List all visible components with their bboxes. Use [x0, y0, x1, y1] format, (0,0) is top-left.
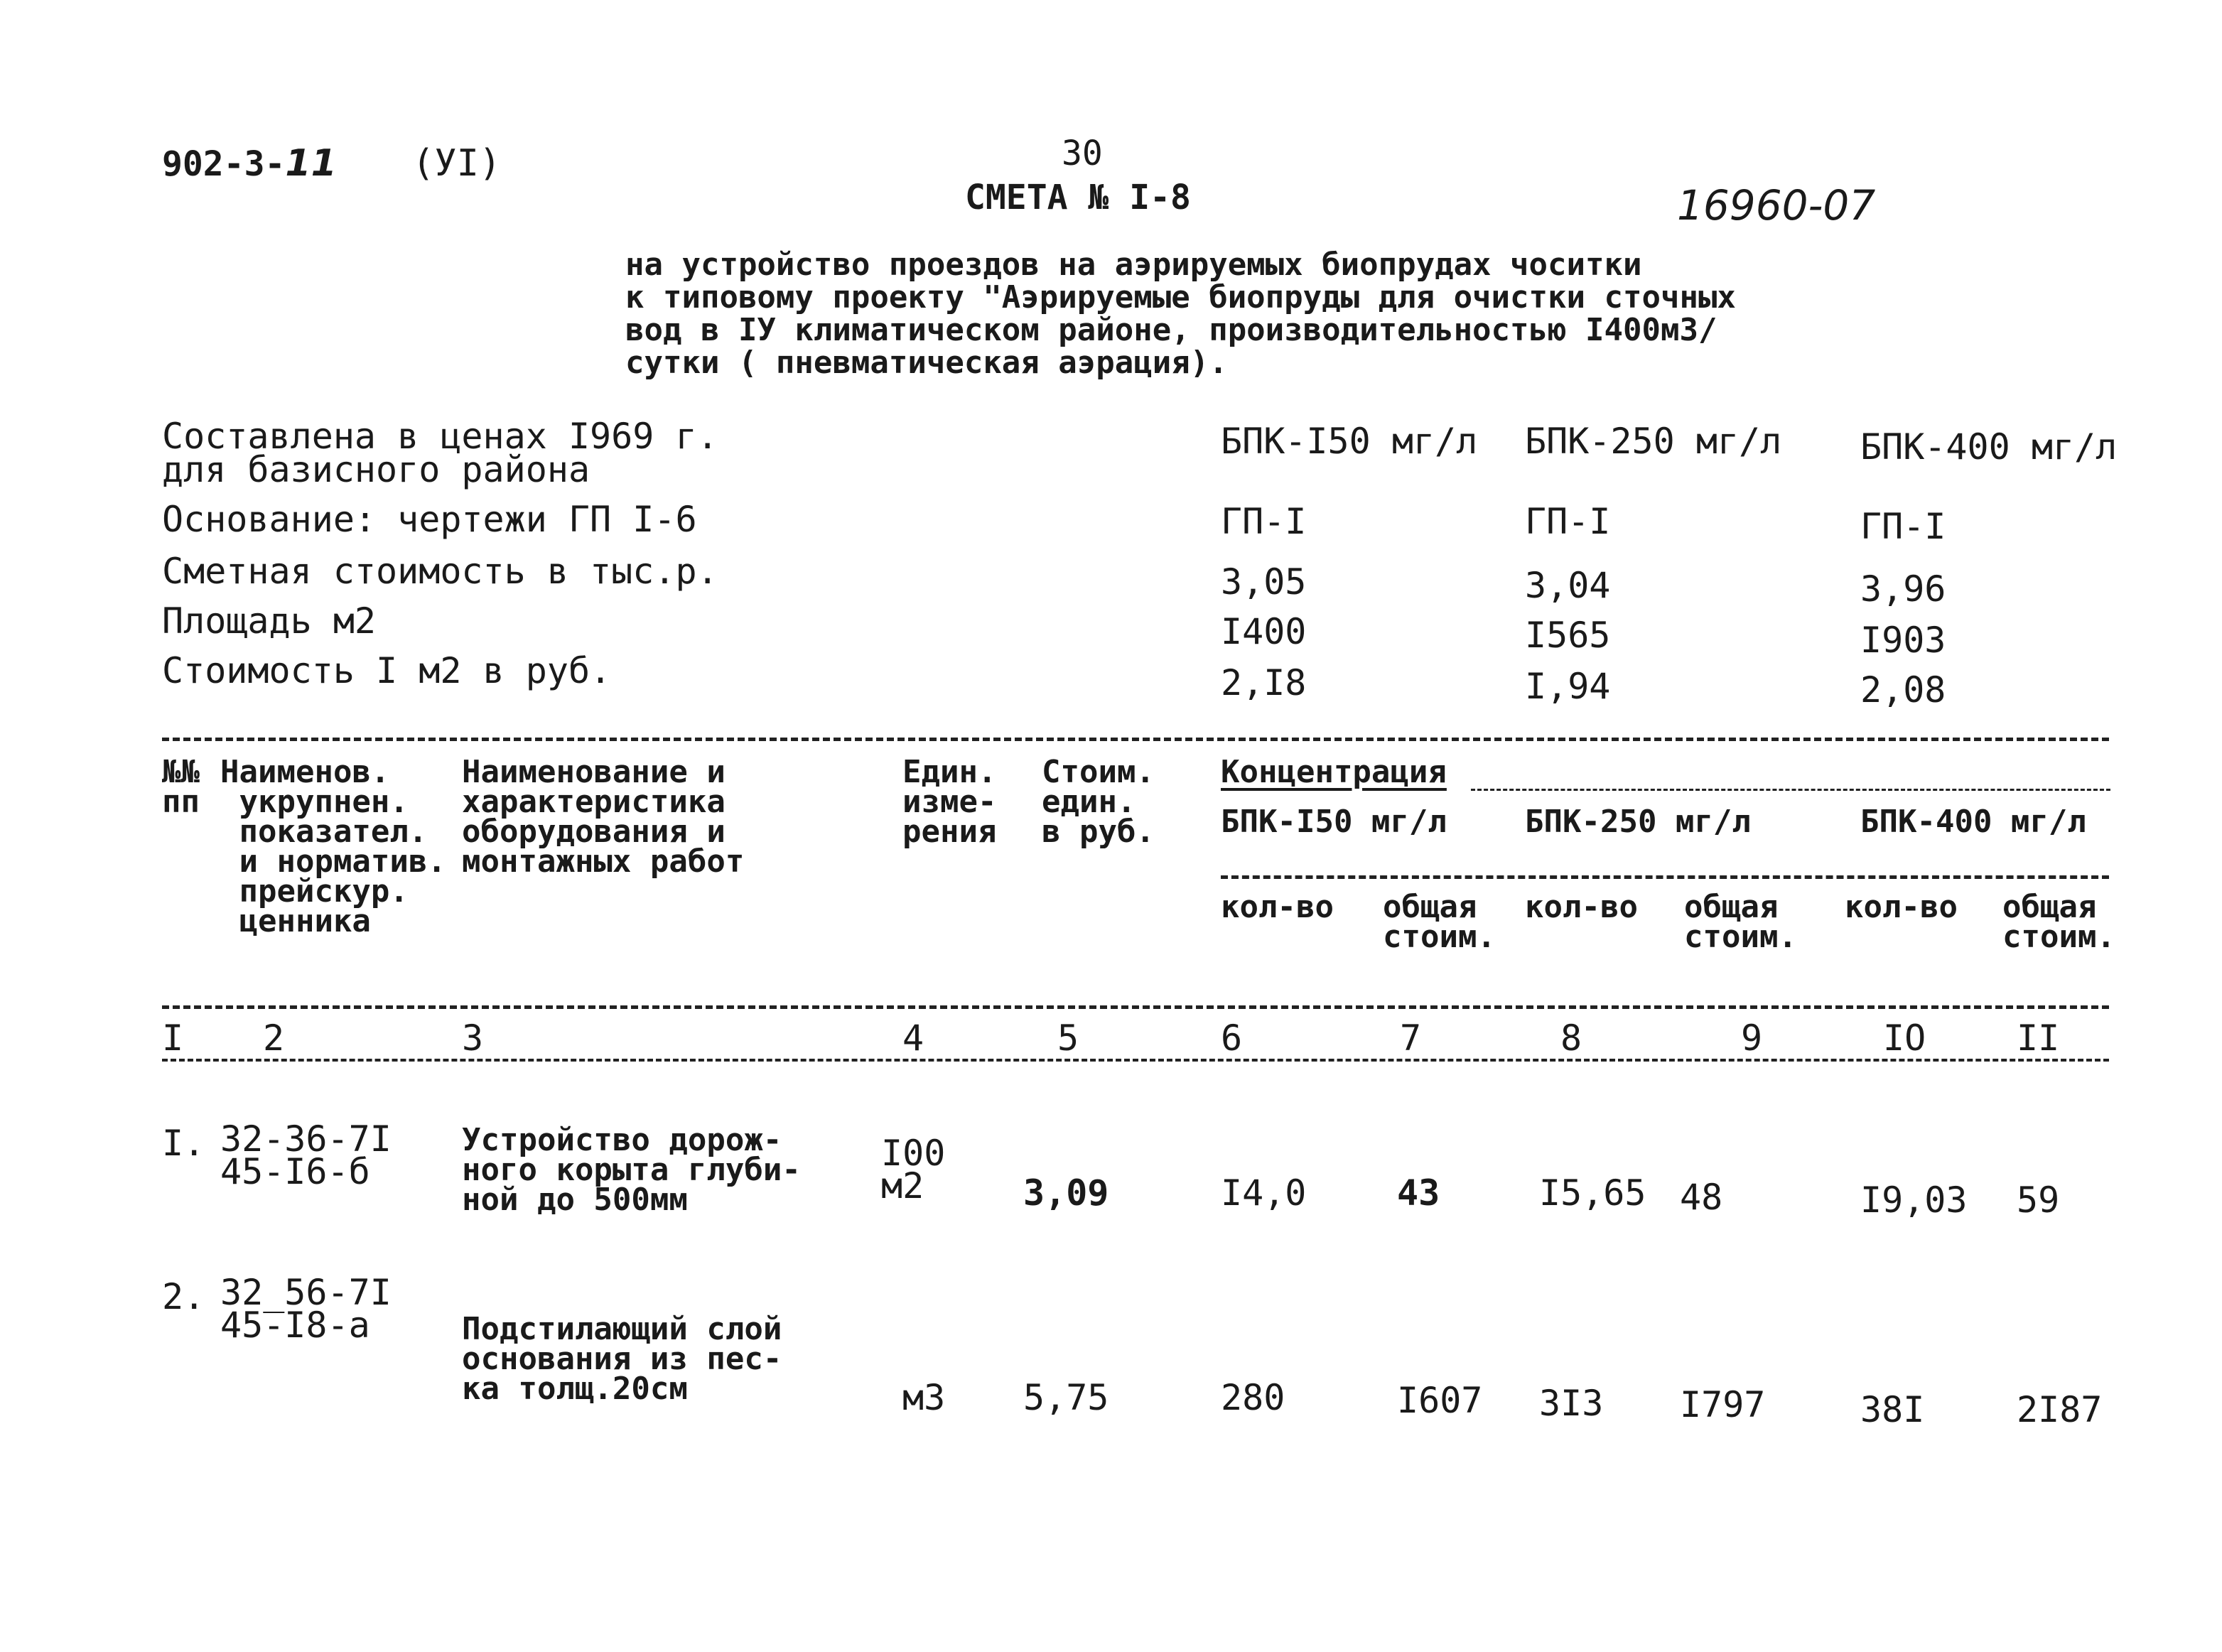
variant-3-unit-cost: 2,08 — [1860, 669, 1946, 711]
row-1-unit: I00 м2 — [881, 1133, 946, 1206]
subtitle-line-3: вод в IУ климатическом районе, производительностью I400м3/ — [625, 312, 1717, 348]
row-1-qty-3: I9,03 — [1860, 1179, 1968, 1221]
document-code: 902-3-11 — [162, 142, 337, 185]
subtitle-line-4: сутки ( пневматическая аэрация). — [625, 345, 1228, 381]
variant-3-cost: 3,96 — [1860, 568, 1946, 610]
header-qty-3: кол-во — [1845, 889, 1958, 925]
column-number-10: IO — [1883, 1017, 1926, 1059]
variant-2-cost: 3,04 — [1525, 565, 1611, 606]
document-code-handwritten: 11 — [285, 142, 337, 185]
row-1-number: I. — [162, 1123, 205, 1164]
header-qty-1: кол-во — [1221, 889, 1334, 925]
column-numbers-rule — [162, 1059, 2109, 1062]
row-2-qty-3: 38I — [1860, 1389, 1925, 1430]
row-2-unit-price: 5,75 — [1023, 1377, 1109, 1418]
header-total-1: общая стоим. — [1383, 889, 1496, 955]
prices-basis-line-2: для базисного района — [162, 449, 590, 490]
section-mark: (УI) — [412, 142, 502, 185]
variant-1-name: БПК-I50 мг/л — [1221, 421, 1478, 462]
page-number: 30 — [1062, 134, 1103, 173]
variant-1-cost: 3,05 — [1221, 561, 1307, 603]
row-2-total-1: I607 — [1397, 1380, 1483, 1421]
subheader-rule — [1221, 875, 2109, 879]
variant-2-drawing: ГП-I — [1525, 501, 1611, 542]
column-number-6: 6 — [1221, 1017, 1243, 1059]
area-label: Площадь м2 — [162, 600, 377, 642]
variant-1-area: I400 — [1221, 611, 1307, 652]
row-1-total-3: 59 — [2017, 1179, 2060, 1221]
row-2-number: 2. — [162, 1276, 205, 1317]
variant-3-drawing: ГП-I — [1860, 506, 1946, 547]
row-2-qty-2: 3I3 — [1539, 1383, 1604, 1424]
header-group-3: БПК-400 мг/л — [1860, 804, 2086, 840]
row-2-total-3: 2I87 — [2017, 1389, 2103, 1430]
column-number-11: II — [2017, 1017, 2060, 1059]
row-2-total-2: I797 — [1680, 1384, 1766, 1425]
column-number-8: 8 — [1560, 1017, 1582, 1059]
basis-drawings: Основание: чертежи ГП I-6 — [162, 499, 697, 540]
row-2-qty-1: 280 — [1221, 1377, 1285, 1418]
header-unit: Един. изме- рения — [902, 754, 997, 850]
row-2-unit: м3 — [902, 1377, 946, 1418]
subtitle-line-2: к типовому проекту "Аэрируемые биопруды для очистки сточных — [625, 279, 1736, 315]
row-2-work-name: Подстилающий слой основания из пес- ка толщ.20см — [462, 1311, 782, 1407]
header-total-3: общая стоим. — [2002, 889, 2115, 955]
header-qty-2: кол-во — [1525, 889, 1638, 925]
variant-3-area: I903 — [1860, 620, 1946, 661]
column-number-5: 5 — [1057, 1017, 1079, 1059]
estimated-cost-label: Сметная стоимость в тыс.р. — [162, 551, 718, 592]
variant-1-unit-cost: 2,I8 — [1221, 662, 1307, 703]
header-work-name: Наименование и характеристика оборудования и монтажных работ — [462, 754, 745, 880]
variant-3-name: БПК-400 мг/л — [1860, 426, 2118, 468]
subtitle-line-1: на устройство проездов на аэрируемых биопрудах чоситки — [625, 247, 1642, 283]
concentration-rule — [1471, 789, 2110, 791]
header-total-2: общая стоим. — [1684, 889, 1797, 955]
row-1-qty-2: I5,65 — [1539, 1172, 1646, 1214]
column-number-7: 7 — [1400, 1017, 1422, 1059]
column-number-1: I — [162, 1017, 184, 1059]
row-1-norm-code: 32-36-7I 45-I6-б — [220, 1118, 392, 1192]
inventory-number: 16960-07 — [1677, 181, 1876, 230]
header-unit-price: Стоим. един. в руб. — [1042, 754, 1155, 850]
row-1-qty-1: I4,0 — [1221, 1172, 1307, 1214]
variant-1-drawing: ГП-I — [1221, 501, 1307, 542]
header-concentration: Концентрация — [1221, 754, 1447, 790]
header-group-1: БПК-I50 мг/л — [1221, 804, 1447, 840]
estimate-title: СМЕТА № I-8 — [965, 178, 1191, 217]
row-1-total-2: 48 — [1680, 1177, 1723, 1218]
row-1-unit-price: 3,09 — [1023, 1172, 1109, 1214]
column-number-2: 2 — [263, 1017, 285, 1059]
row-1-total-1: 43 — [1397, 1172, 1440, 1214]
header-group-2: БПК-250 мг/л — [1525, 804, 1751, 840]
prices-basis-line-1: Составлена в ценах I969 г. — [162, 416, 718, 457]
variant-2-name: БПК-250 мг/л — [1525, 421, 1782, 462]
header-bottom-rule — [162, 1005, 2109, 1009]
row-2-norm-code: 32_56-7I 45-I8-а — [220, 1272, 392, 1346]
header-row-number: №№ пп — [162, 754, 200, 820]
column-number-3: 3 — [462, 1017, 484, 1059]
column-number-4: 4 — [902, 1017, 924, 1059]
variant-2-area: I565 — [1525, 615, 1611, 656]
variant-2-unit-cost: I,94 — [1525, 666, 1611, 707]
column-number-9: 9 — [1741, 1017, 1763, 1059]
row-1-work-name: Устройство дорож- ного корыта глуби- ной до 500мм — [462, 1122, 801, 1218]
unit-cost-label: Стоимость I м2 в руб. — [162, 650, 612, 691]
table-top-rule — [162, 738, 2109, 741]
header-norm-code: Наименов. укрупнен. показател. и норматив. прейскур. ценника — [220, 754, 446, 939]
